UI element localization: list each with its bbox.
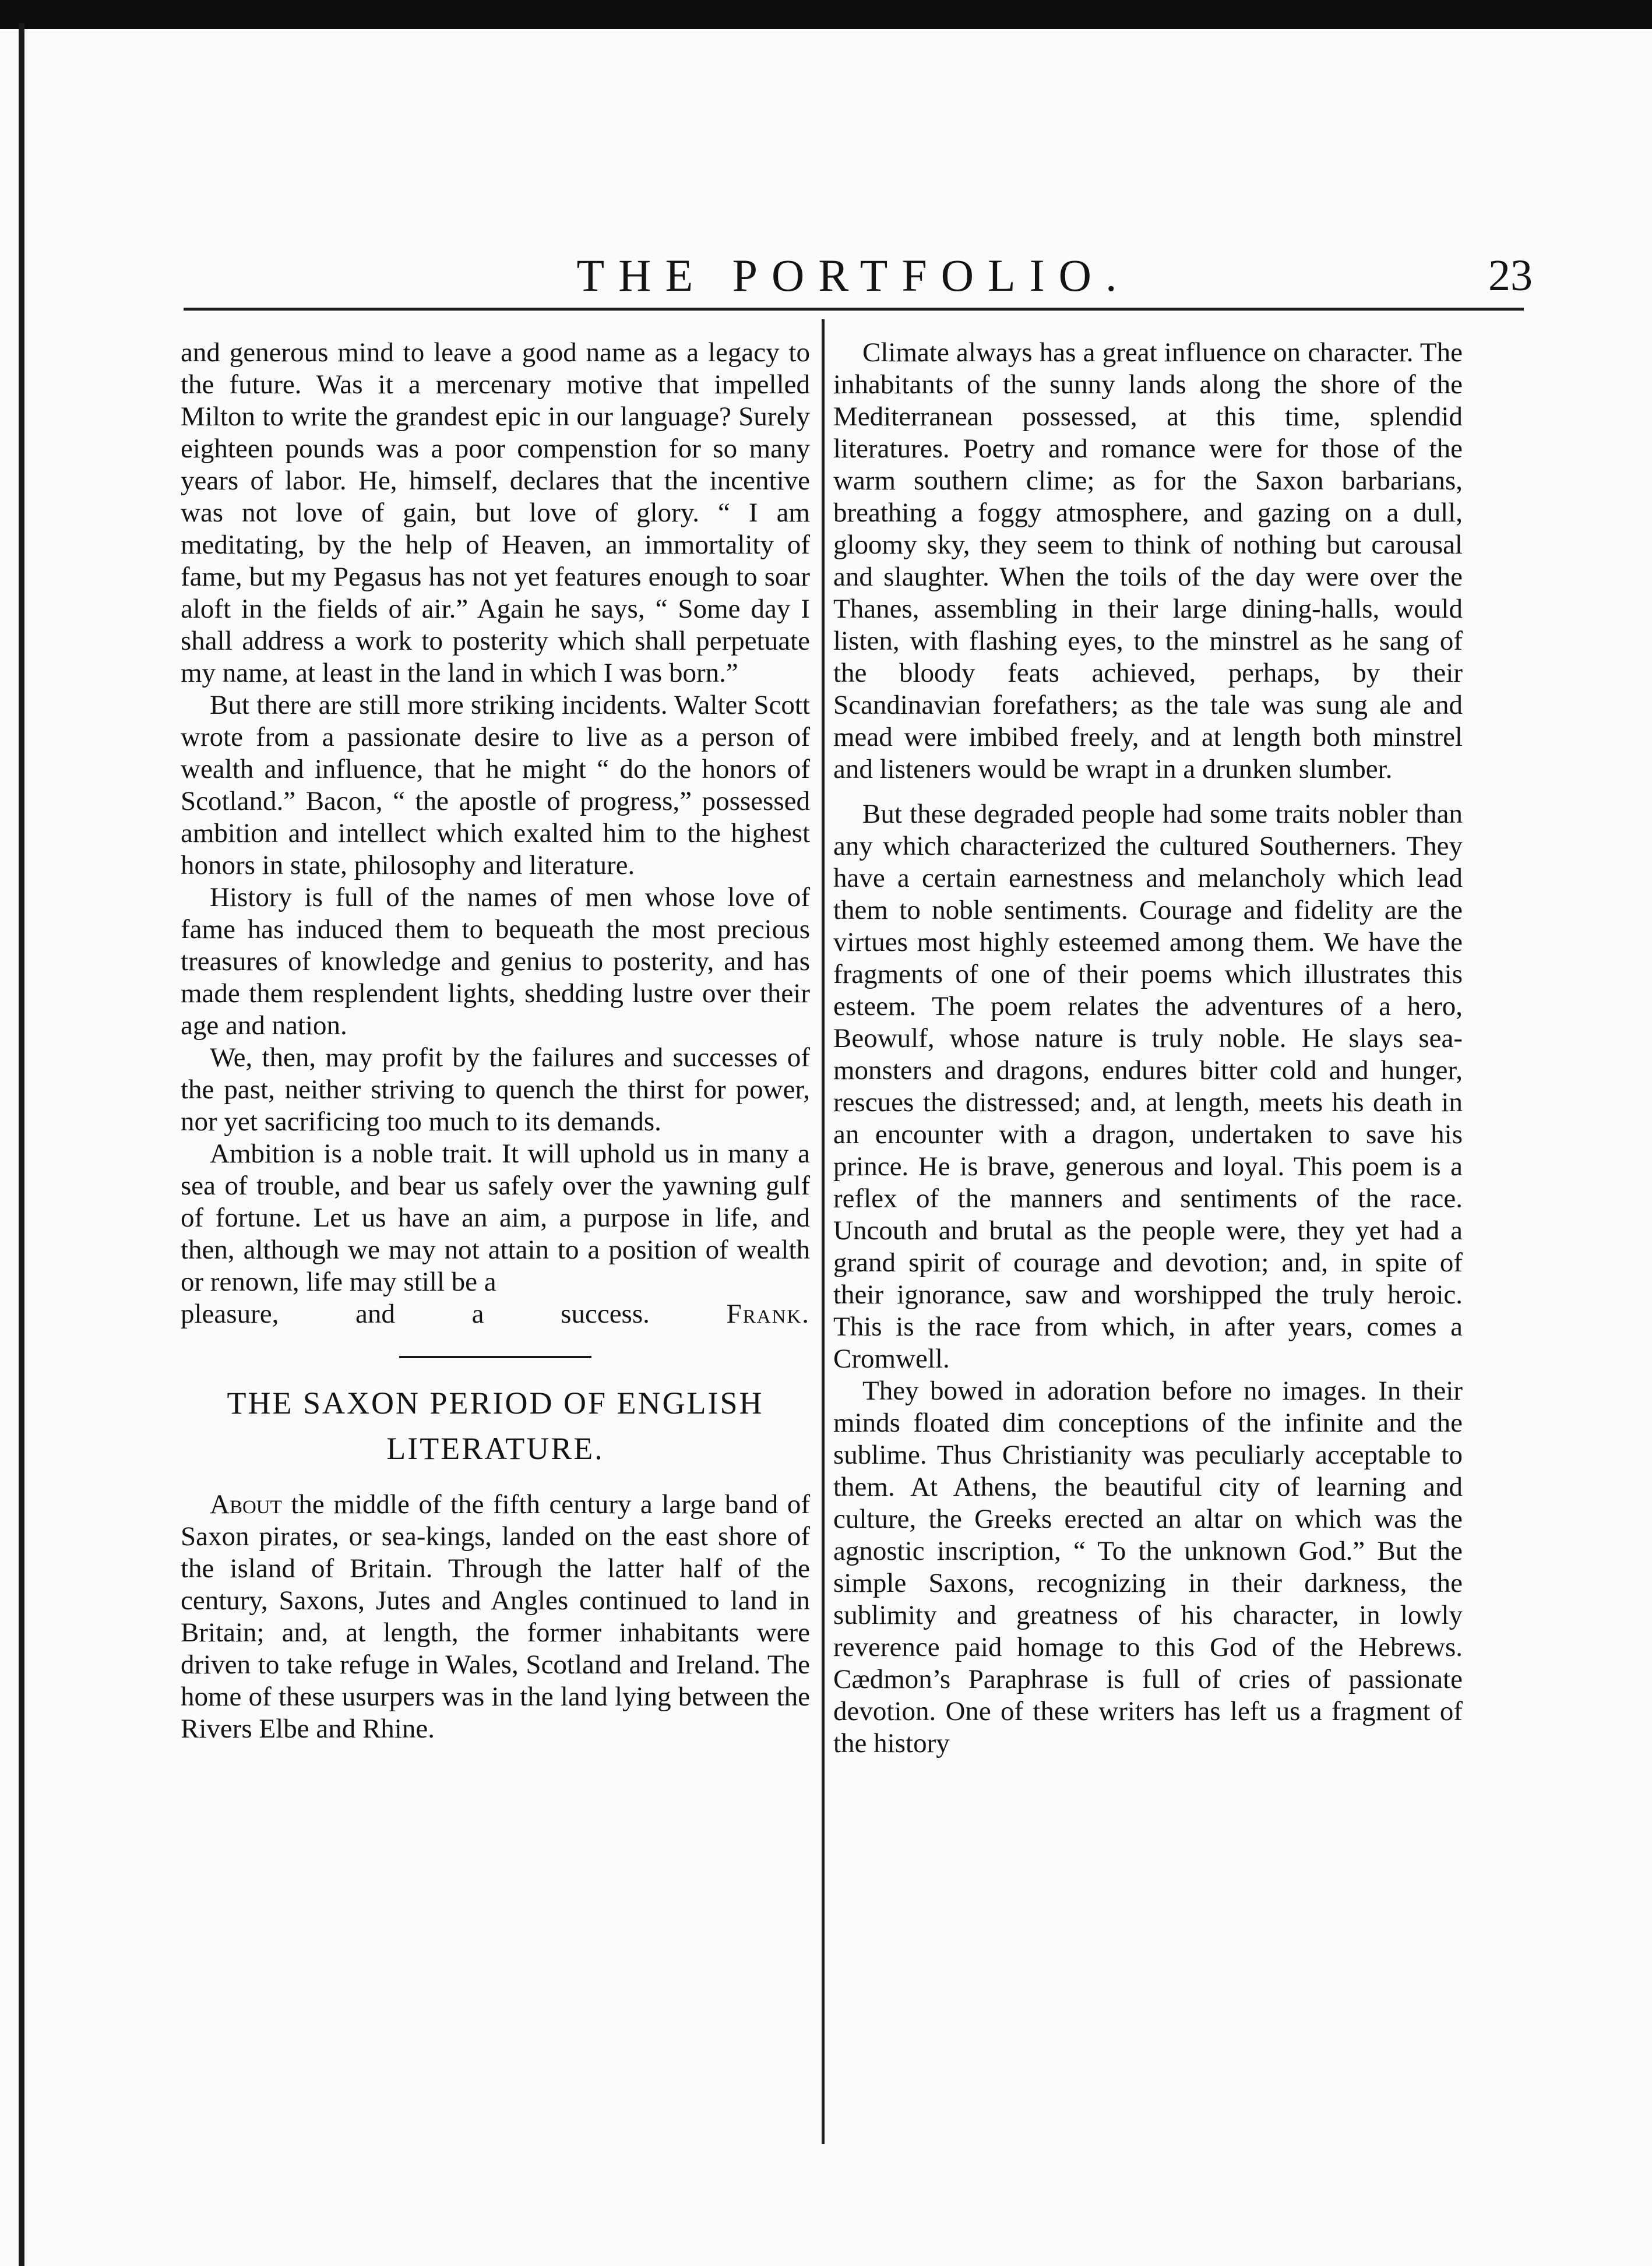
paragraph: They bowed in adoration before no images. In their minds floated dim conceptions of the infinite and the sublime. Thus Christianity was peculiarly acceptable to them. At Athens, the beautiful city of learning and culture, the Greeks erected an altar on which was the agnostic inscription, “ To the unknown God.” But the simple Saxons, recognizing in their darkness, the sublimity and greatness of his character, in lowly reverence paid homage to this God of the Hebrews. Cædmon’s Paraphrase is full of cries of passionate devotion. One of these writers has left us a fragment of the history [833,1376,1463,1758]
paragraph: But there are still more striking incidents. Walter Scott wrote from a passionate desire to live as a person of wealth and influence, that he might “ do the honors of Scotland.” Bacon, “ the apostle of progress,” possessed ambition and intellect which exalted him to the highest honors in state, philosophy and literature. [181,690,810,880]
scan-left-border [19,23,24,2266]
paragraph: We, then, may profit by the failures and successes of the past, neither striving to quench the thirst for power, nor yet sacrificing too much to its demands. [181,1042,810,1137]
closing-text: pleasure, and a success. [181,1299,650,1329]
paragraph: But these degraded people had some traits nobler than any which characterized the cultured Southerners. They have a certain earnestness and melancholy which lead them to noble sentiments. Courage and fidelity are the virtues most highly esteemed among them. We have the fragments of one of their poems which illustrates this esteem. The poem relates the adventures of a hero, Beowulf, whose nature is truly noble. He slays sea-monsters and dragons, endures bitter cold and hunger, rescues the distressed; and, at length, meets his death in an encounter with a dragon, undertaken to save his prince. He is brave, generous and loyal. This poem is a reflex of the manners and sentiments of the race. Uncouth and brutal as the people were, they yet had a grand spirit of courage and devotion; and, in spite of their ignorance, saw and worshipped the truly heroic. This is the race from which, in after years, comes a Cromwell. [833,799,1463,1374]
column-divider [822,319,825,2144]
left-column [181,337,810,1745]
article-title [181,1380,810,1471]
article-title-line: LITERATURE. [386,1431,604,1466]
scan-top-border [0,0,1652,29]
page-number: 23 [1488,251,1533,300]
right-column [833,337,1463,1760]
paragraph: Climate always has a great influence on character. The inhabitants of the sunny lands along the shore of the Mediterranean possessed, at this time, splendid literatures. Poetry and romance were for those of the warm southern clime; as for the Saxon barbarians, breathing a foggy atmosphere, and gazing on a dull, gloomy sky, they seem to think of nothing but carousal and slaughter. When the toils of the day were over the Thanes, assembling in their large dining-halls, would listen, with flashing eyes, to the minstrel as he sang of the bloody feats achieved, perhaps, by their Scandinavian forefathers; as the tale was sung ale and mead were imbibed freely, and at length both minstrel and listeners would be wrapt in a drunken slumber. [833,337,1463,784]
lead-word: About [210,1489,282,1520]
header-rule [184,308,1524,311]
paragraph [181,1489,810,1745]
running-title: THE PORTFOLIO. [576,250,1131,301]
paragraph: and generous mind to leave a good name as a legacy to the future. Was it a mercenary motive that impelled Milton to write the grandest epic in our language? Surely eighteen pounds was a poor compenstion for so many years of labor. He, himself, declares that the incentive was not love of gain, but love of glory. “ I am meditating, by the help of Heaven, an immortality of fame, but my Pegasus has not yet features enough to soar aloft in the fields of air.” Again he says, “ Some day I shall address a work to posterity which shall perpetuate my name, at least in the land in which I was born.” [181,337,810,688]
paragraph: History is full of the names of men whose love of fame has induced them to bequeath the most precious treasures of knowledge and genius to posterity, and has made them resplendent lights, shedding lustre over their age and nation. [181,882,810,1041]
author-signature: Frank. [726,1299,811,1329]
page-header [175,244,1533,313]
closing-line [181,1298,810,1330]
article-title-line: THE SAXON PERIOD OF ENGLISH [227,1386,764,1421]
paragraph: Ambition is a noble trait. It will uphold us in many a sea of trouble, and bear us safely over the yawning gulf of fortune. Let us have an aim, a purpose in life, and then, although we may not attain to a position of wealth or renown, life may still be a [181,1139,810,1297]
section-divider [399,1356,591,1358]
paragraph-text: the middle of the fifth century a large band of Saxon pirates, or sea-kings, landed on the east shore of the island of Britain. Through the latter half of the century, Saxons, Jutes and Angles continued to land in Britain; and, at length, the former inhabitants were driven to take refuge in Wales, Scotland and Ireland. The home of these usurpers was in the land lying between the Rivers Elbe and Rhine. [181,1489,810,1744]
